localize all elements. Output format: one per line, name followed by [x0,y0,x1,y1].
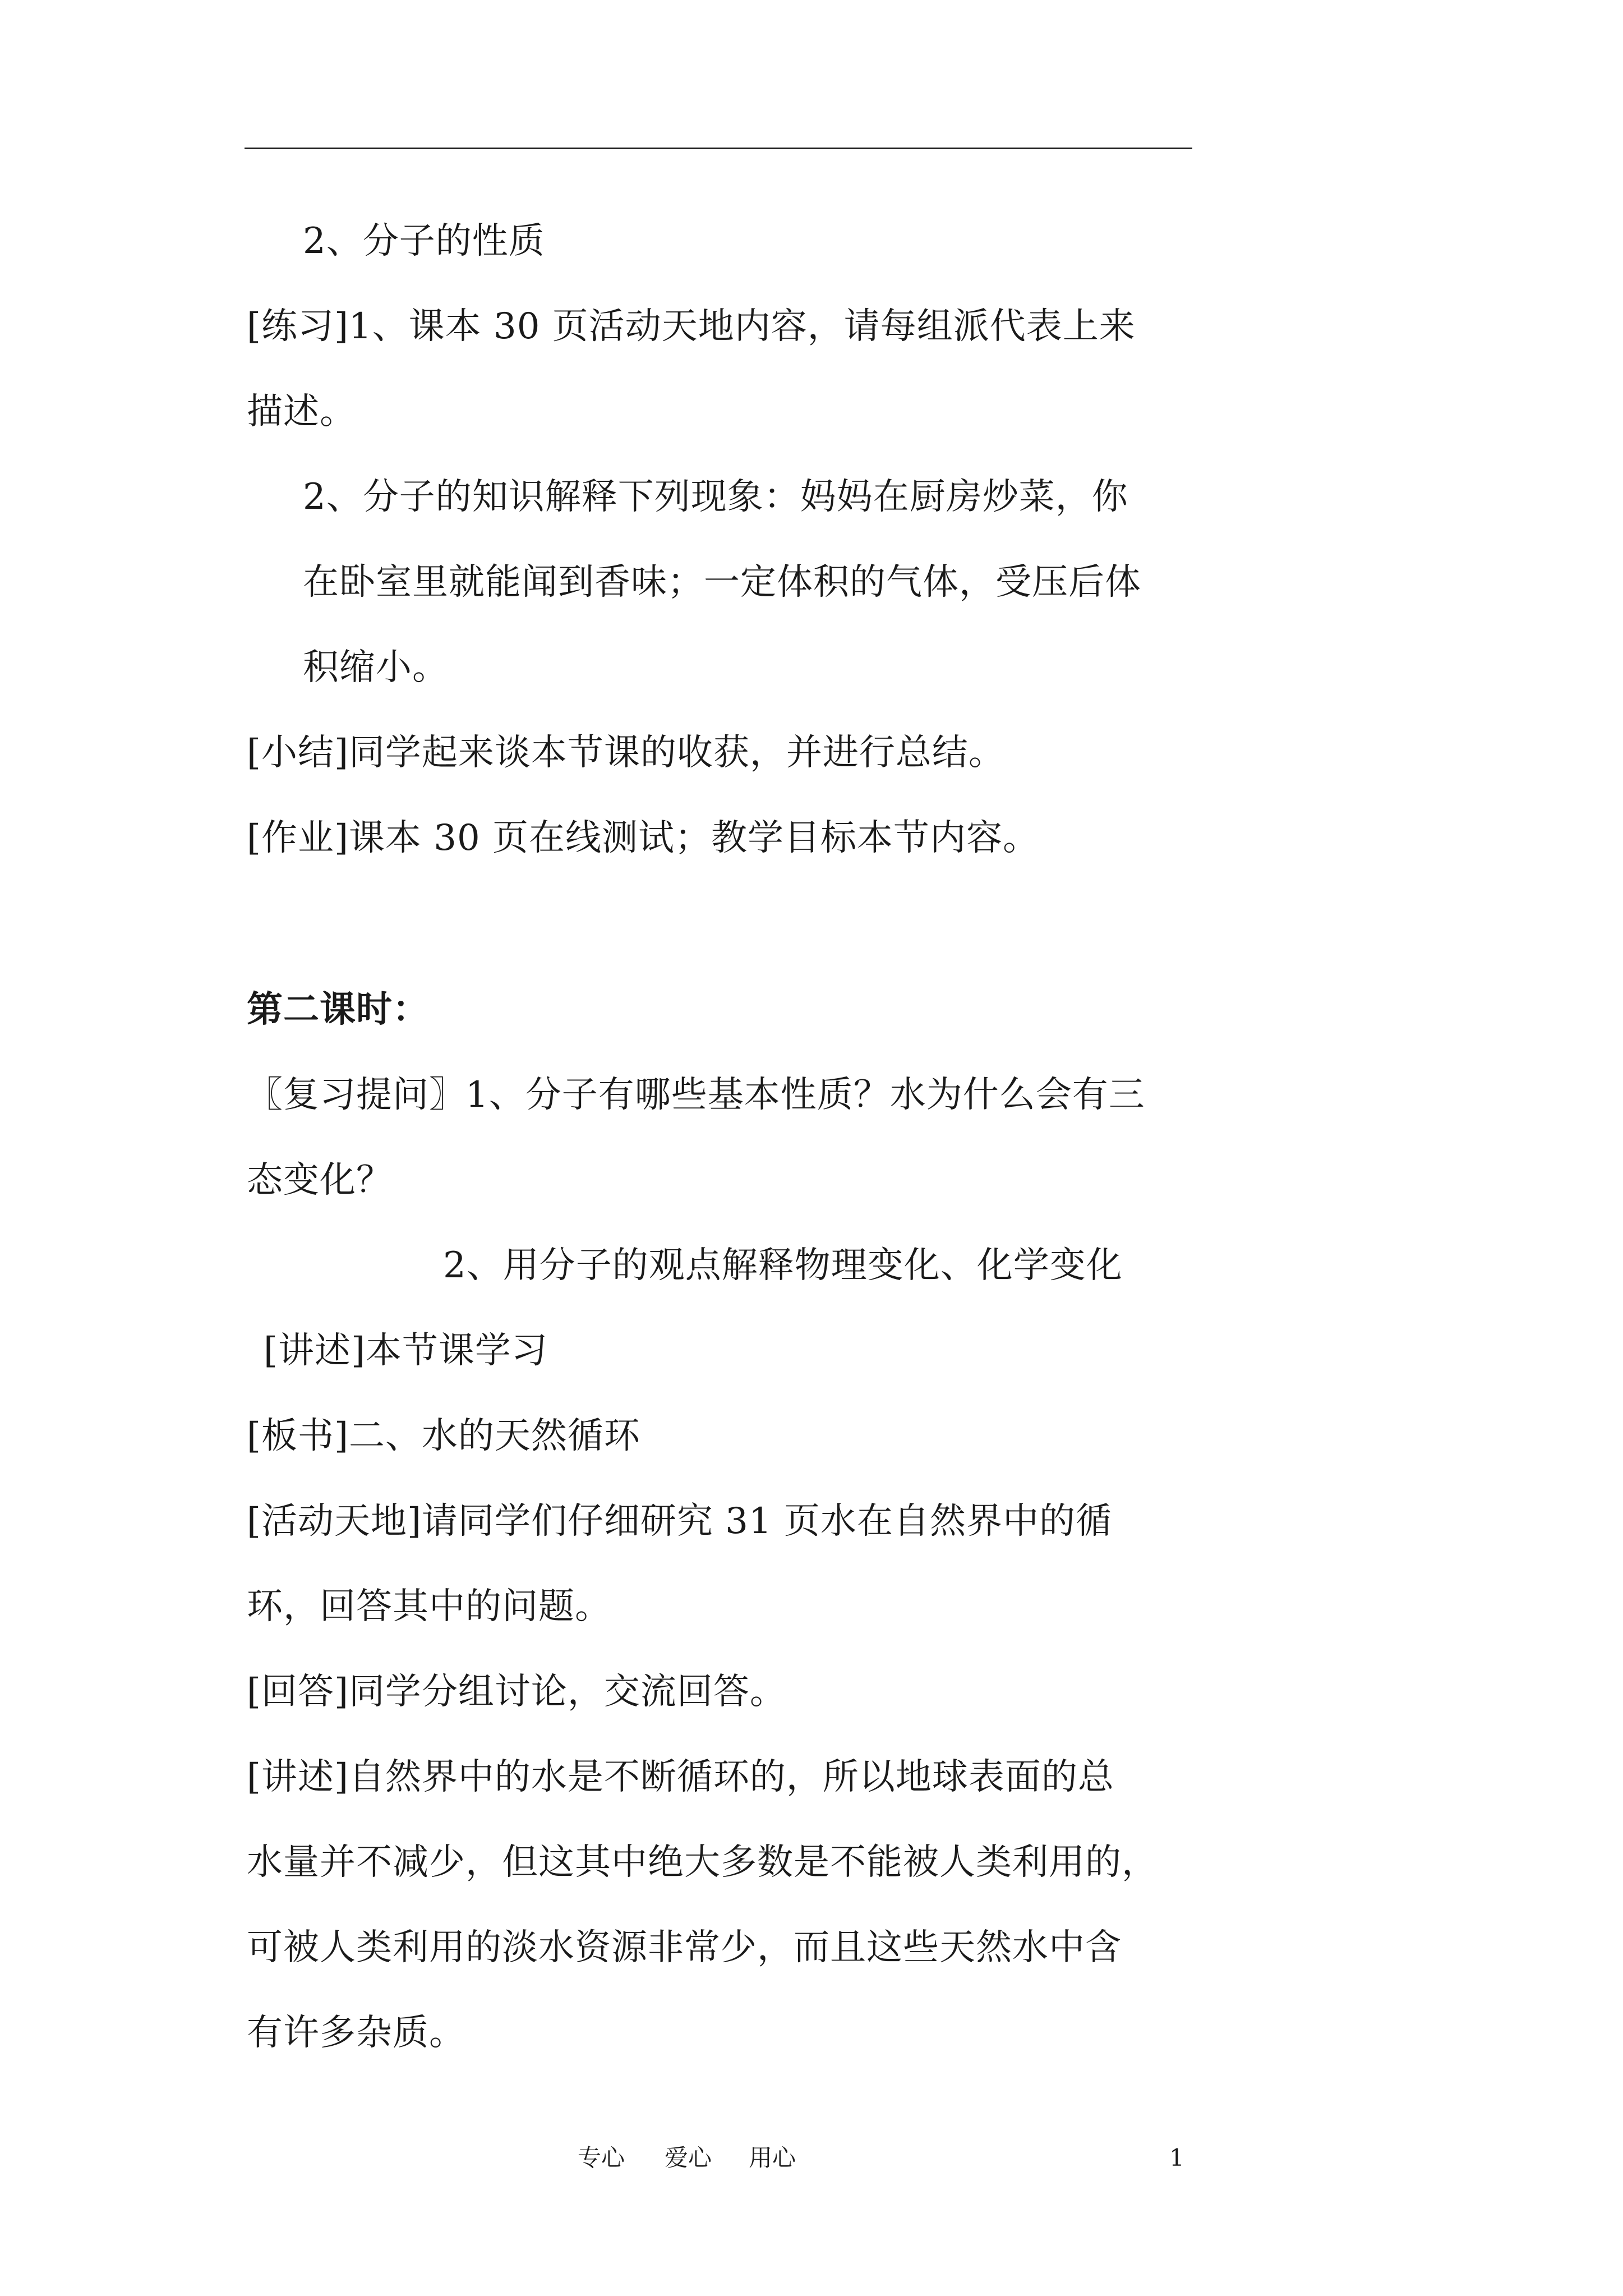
board-line: [板书]二、水的天然循环 [247,1415,640,1457]
review-question-2: 2、用分子的观点解释物理变化、化学变化 [443,1245,1123,1286]
review-question-line: 〖复习提问〗1、分子有哪些基本性质？水为什么会有三 [247,1074,1145,1116]
exercise-2-line: 2、分子的知识解释下列现象：妈妈在厨房炒菜，你 [303,476,1128,518]
lecture-2-line: [讲述]自然界中的水是不断循环的，所以地球表面的总 [247,1756,1114,1798]
footer-motto-2: 爱心 [665,2144,712,2171]
footer-motto-1: 专心 [578,2144,625,2171]
exercise-line: [练习]1、课本 30 页活动天地内容，请每组派代表上来 [247,306,1136,347]
activity-line-cont: 环，回答其中的问题。 [247,1586,611,1627]
summary-line: [小结]同学起来谈本节课的收获，并进行总结。 [247,732,1005,774]
homework-line: [作业]课本 30 页在线测试；教学目标本节内容。 [247,817,1040,859]
exercise-2-line-cont: 在卧室里就能闻到香味；一定体积的气体，受压后体 [303,562,1141,603]
header-rule [245,148,1192,149]
second-lesson-heading: 第二课时： [247,988,429,1030]
review-question-line-cont: 态变化？ [247,1159,393,1201]
lecture-2-line-cont-1: 水量并不减少，但这其中绝大多数是不能被人类利用的， [247,1842,1158,1883]
lecture-line: [讲述]本节课学习 [264,1330,548,1372]
activity-line: [活动天地]请同学们仔细研究 31 页水在自然界中的循 [247,1501,1113,1542]
answer-line: [回答]同学分组讨论，交流回答。 [247,1671,786,1713]
exercise-2-line-end: 积缩小。 [303,647,449,688]
section-heading-properties: 2、分子的性质 [303,220,545,262]
lecture-2-line-cont-2: 可被人类利用的淡水资源非常少，而且这些天然水中含 [247,1927,1122,1968]
page-number: 1 [1169,2144,1184,2171]
lecture-2-line-end: 有许多杂质。 [247,2012,465,2054]
exercise-line-cont: 描述。 [247,391,356,432]
footer-motto-3: 用心 [749,2144,796,2171]
